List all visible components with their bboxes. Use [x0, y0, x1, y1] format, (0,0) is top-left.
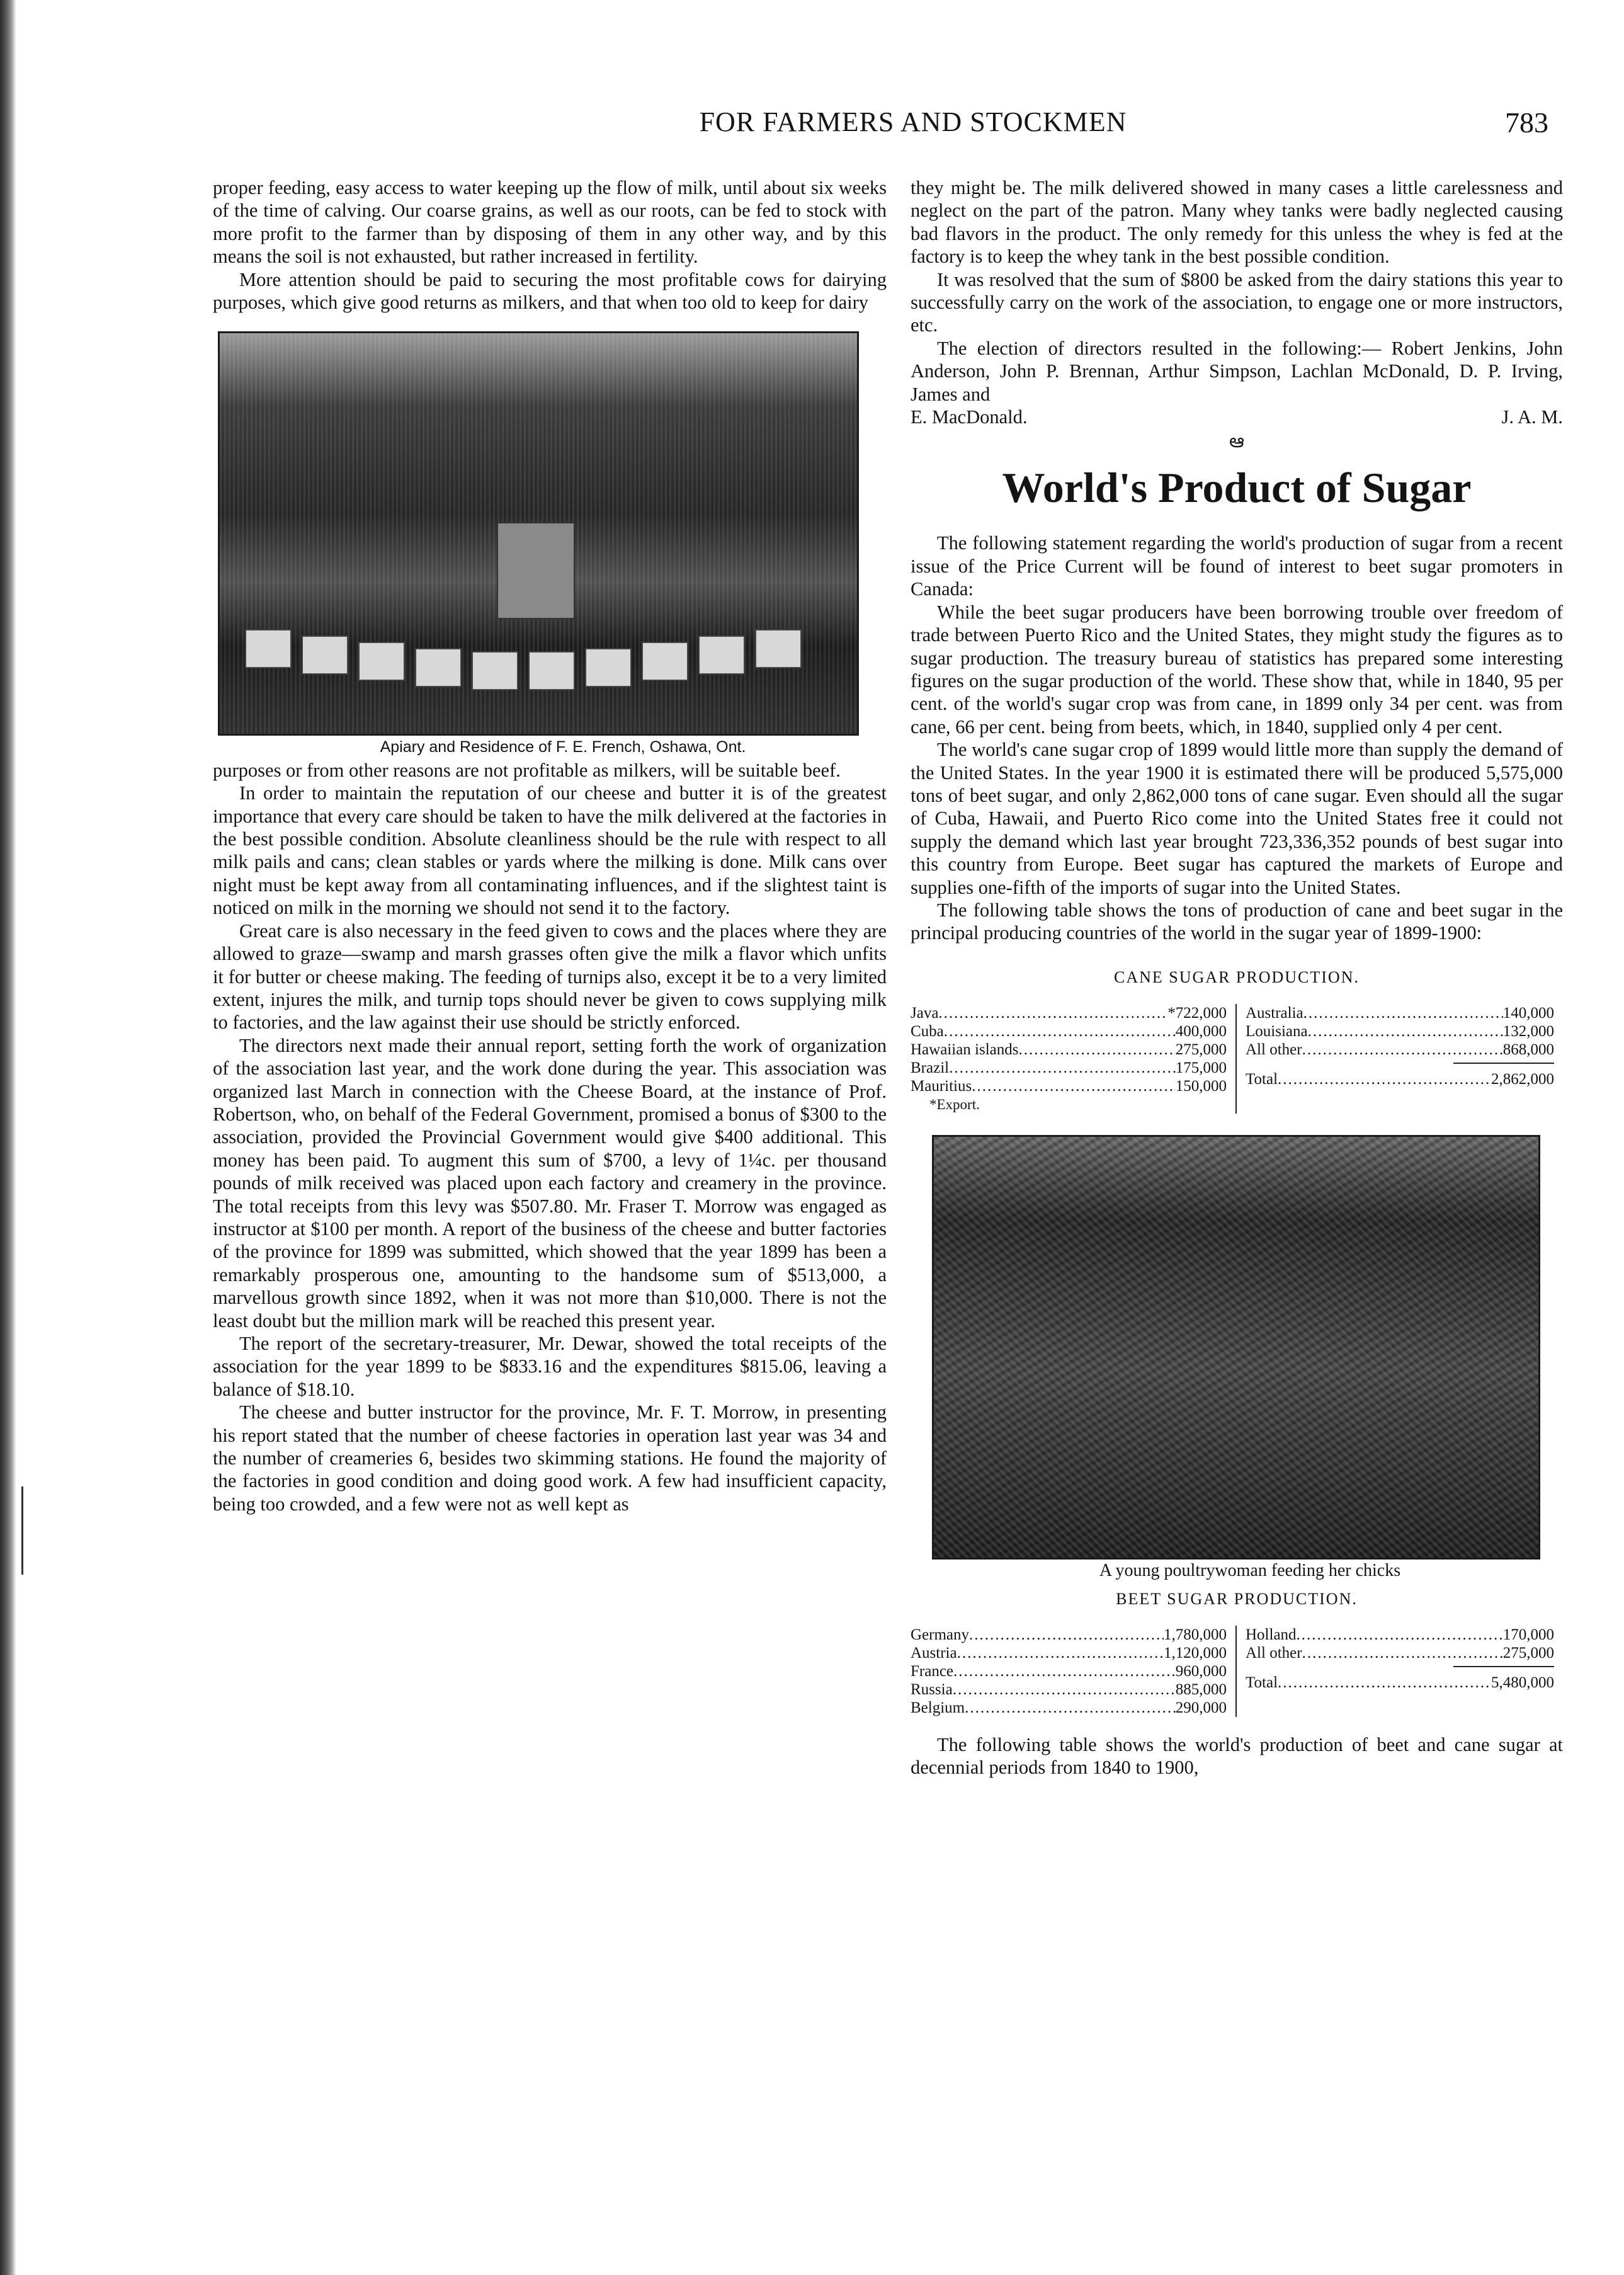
table-row: Brazil ..... 175,000: [911, 1059, 1227, 1077]
table-row: Cuba ..... 400,000: [911, 1022, 1227, 1041]
paragraph: Great care is also necessary in the feed given to cows and the places where they are allowed to graze—swamp and marsh grasses often give the milk a flavor which unfits it for butter or cheese making. The feeding of turnips also, except it be to a very limited extent, injures the milk, and turnip tops should never be given to cows supplying milk to factories, and the law against their use should be strictly enforced.: [213, 920, 887, 1034]
beehive-shape: [585, 648, 632, 687]
table-row: Austria ..... 1,120,000: [911, 1644, 1227, 1662]
beehive-shape: [472, 651, 518, 690]
paragraph: The following statement regarding the world's production of sugar from a recent issue of the Price Current will be found of interest to beet sugar promoters in Canada:: [911, 532, 1563, 600]
beehive-shape: [755, 629, 802, 668]
beehive-shape: [642, 642, 688, 681]
beehive-shape: [245, 629, 292, 668]
table-footnote: *Export.: [929, 1097, 980, 1113]
table-total-row: Total ..... 2,862,000: [1246, 1070, 1554, 1088]
table-total-row: Total ..... 5,480,000: [1246, 1673, 1554, 1692]
apiary-photo: [218, 331, 859, 736]
table-row: Belgium ..... 290,000: [911, 1699, 1227, 1717]
beehive-shape: [358, 642, 405, 681]
section-title: World's Product of Sugar: [1002, 464, 1472, 512]
ornament: ఆ: [1229, 431, 1244, 452]
table-row: Germany ..... 1,780,000: [911, 1626, 1227, 1644]
table-row: Australia ..... 140,000: [1246, 1004, 1554, 1022]
left-column: [213, 176, 887, 1515]
paragraph: The following table shows the world's production of beet and cane sugar at decennial periods from 1840 to 1900,: [911, 1734, 1563, 1779]
table-row: Mauritius ..... 150,000: [911, 1077, 1227, 1095]
beet-table-left: [911, 1626, 1237, 1717]
page-number: 783: [1505, 106, 1548, 139]
table-row: Holland ..... 170,000: [1246, 1626, 1554, 1644]
total-rule: [1453, 1666, 1554, 1667]
beehive-shape: [528, 651, 575, 690]
paragraph: The world's cane sugar crop of 1899 would little more than supply the demand of the United States. In the year 1900 it is estimated there will be produced 5,575,000 tons of beet sugar, and only 2,862,000 tons of cane sugar. Even should all the sugar of Cuba, Hawaii, and Puerto Rico come into the United States free it could not supply the demand which last year brought 723,336,352 pounds of best sugar into this country from Europe. Beet sugar has captured the markets of Europe and supplies one-fifth of the imports of sugar into the United States.: [911, 739, 1563, 898]
beet-table-title: BEET SUGAR PRODUCTION.: [1116, 1589, 1358, 1608]
paragraph: The directors next made their annual report, setting forth the work of organization of the association last year, and the work done during the year. This association was organized last March in connection with the Cheese Board, at the instance of Prof. Robertson, who, on behalf of the Federal Government, promised a bonus of $300 to the association, provided the Provincial Government would give $400 additional. This money has been paid. To augment this sum of $700, a levy of 1¼c. per thousand pounds of milk received was placed upon each factory and creamery in the province. The total receipts from this levy was $507.80. Mr. Fraser T. Morrow was engaged as instructor at $100 per month. A report of the business of the cheese and butter factories of the province for 1899 was submitted, which showed that the year 1899 has been a remarkably prosperous one, amounting to the handsome sum of $513,000, a marvellous growth since 1892, when it was not more than $10,000. There is not the least doubt but the million mark will be reached this present year.: [213, 1034, 887, 1331]
paragraph: It was resolved that the sum of $800 be asked from the dairy stations this year to successfully carry on the work of the association, to engage one or more instructors, etc.: [911, 268, 1563, 336]
table-row: Russia ..... 885,000: [911, 1680, 1227, 1699]
paragraph: they might be. The milk delivered showed in many cases a little carelessness and neglect on the part of the patron. Many whey tanks were badly neglected causing bad flavors in the product. The only remedy for this unless the whey is fed at the factory is to keep the whey tank in the best possible condition.: [911, 177, 1563, 268]
right-column: [911, 176, 1563, 1779]
total-rule: [1453, 1063, 1554, 1064]
paragraph: The following table shows the tons of production of cane and beet sugar in the principal producing countries of the world in the sugar year of 1899-1900:: [911, 899, 1563, 944]
running-head: FOR FARMERS AND STOCKMEN: [699, 106, 1127, 137]
photo-caption: Apiary and Residence of F. E. French, Oshawa, Ont.: [380, 738, 746, 756]
paragraph: The election of directors resulted in the following:— Robert Jenkins, John Anderson, John P. Brennan, Arthur Simpson, Lachlan McDonald, D. P. Irving, James and: [911, 337, 1563, 405]
margin-rule: [21, 1486, 23, 1575]
cane-table-right: [1237, 1004, 1563, 1114]
residence-shape: [497, 522, 575, 619]
poultry-photo: [932, 1135, 1540, 1559]
beehive-shape: [415, 648, 462, 687]
cane-table-title: CANE SUGAR PRODUCTION.: [1114, 967, 1360, 986]
director-name: E. MacDonald.: [911, 406, 1028, 428]
beehive-shape: [302, 636, 348, 675]
cane-sugar-table: [911, 1004, 1563, 1114]
page-binding-edge: [0, 0, 16, 2275]
table-row: Louisiana ..... 132,000: [1246, 1022, 1554, 1041]
table-row: All other ..... 868,000: [1246, 1041, 1554, 1059]
table-row: Hawaiian islands ..... 275,000: [911, 1041, 1227, 1059]
table-row: Java ..... *722,000: [911, 1004, 1227, 1022]
paragraph: More attention should be paid to securing the most profitable cows for dairying purposes, which give good returns as milkers, and that when too old to keep for dairy: [213, 268, 887, 314]
paragraph: While the beet sugar producers have been borrowing trouble over freedom of trade between Puerto Rico and the United States, they might study the figures as to sugar production. The treasury bureau of statistics has prepared some interesting figures on the sugar production of the world. These show that, while in 1840, 95 per cent. of the world's sugar crop was from cane, in 1899 only 34 per cent. was from cane, 66 per cent. being from beets, which, in 1840, supplied only 4 per cent.: [911, 601, 1563, 738]
table-row: France ..... 960,000: [911, 1662, 1227, 1680]
table-row: All other ..... 275,000: [1246, 1644, 1554, 1662]
paragraph: purposes or from other reasons are not profitable as milkers, will be suitable beef.: [213, 759, 841, 781]
cane-table-left: [911, 1004, 1237, 1114]
author-initials: J. A. M.: [1501, 406, 1563, 428]
paragraph: In order to maintain the reputation of our cheese and butter it is of the greatest importance that every care should be taken to have the milk delivered at the factories in the best possible condition. Absolute cleanliness should be the rule with respect to all milk pails and cans; clean stables or yards where the milking is done. Milk cans over night must be kept away from all contaminating influences, and if the slightest taint is noticed on milk in the morning we should not send it to the factory.: [213, 782, 887, 919]
signature-line: [911, 406, 1563, 428]
beet-table-right: [1237, 1626, 1563, 1717]
paragraph: The cheese and butter instructor for the province, Mr. F. T. Morrow, in presenting his report stated that the number of cheese factories in operation last year was 34 and the number of creameries 6, besides two skimming stations. He found the majority of the factories in good condition and doing good work. A few had insufficient capacity, being too crowded, and a few were not as well kept as: [213, 1401, 887, 1515]
beet-sugar-table: [911, 1626, 1563, 1717]
paragraph: The report of the secretary-treasurer, Mr. Dewar, showed the total receipts of the association for the year 1899 to be $833.16 and the expenditures $815.06, leaving a balance of $18.10.: [213, 1333, 887, 1400]
beehive-shape: [698, 636, 745, 675]
photo-caption: A young poultrywoman feeding her chicks: [1099, 1561, 1401, 1581]
paragraph: proper feeding, easy access to water keeping up the flow of milk, until about six weeks of the time of calving. Our coarse grains, as well as our roots, can be fed to stock with more profit to the farmer than by disposing of them in any other way, and by this means the soil is not exhausted, but rather increased in fertility.: [213, 177, 887, 268]
